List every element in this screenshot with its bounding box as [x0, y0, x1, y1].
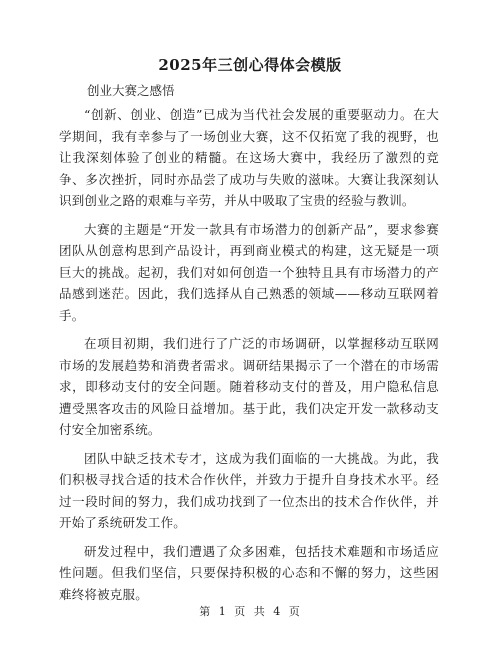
body-paragraph: 大赛的主题是“开发一款具有市场潜力的创新产品”，要求参赛团队从创意构思到产品设计，再到商业模式的构建，这无疑是一项巨大的挑战。起初，我们对如何创造一个独特且具有市场潜力的产品感到迷茫。因此，我们选择从自己熟悉的领域——移动互联网着手。 — [59, 221, 439, 323]
section-subtitle: 创业大赛之感悟 — [87, 83, 175, 98]
page-number-footer: 第 1 页 共 4 页 — [199, 605, 301, 618]
body-paragraph: 团队中缺乏技术专才，这成为我们面临的一大挑战。为此，我们积极寻找合适的技术合作伙伴，并致力于提升自身技术水平。经过一段时间的努力，我们成功找到了一位杰出的技术合作伙伴，并开始了系统研发工作。 — [59, 450, 439, 530]
body-paragraph: 研发过程中，我们遭遇了众多困难，包括技术难题和市场适应性问题。但我们坚信，只要保持积极的心态和不懈的努力，这些困难终将被克服。 — [59, 543, 439, 602]
document-body — [59, 104, 439, 612]
page-title: 2025年三创心得体会模版 — [158, 56, 342, 74]
body-paragraph: “创新、创业、创造”已成为当代社会发展的重要驱动力。在大学期间，我有幸参与了一场创业大赛，这不仅拓宽了我的视野，也让我深刻体验了创业的精髓。在这场大赛中，我经历了激烈的竞争、多次挫折，同时亦品尝了成功与失败的滋味。大赛让我深刻认识到创业之路的艰难与辛劳，并从中吸取了宝贵的经验与教训。 — [59, 107, 439, 208]
body-paragraph: 在项目初期，我们进行了广泛的市场调研，以掌握移动互联网市场的发展趋势和消费者需求。调研结果揭示了一个潜在的市场需求，即移动支付的安全问题。随着移动支付的普及，用户隐私信息遭受黑客攻击的风险日益增加。基于此，我们决定开发一款移动支付安全加密系统。 — [59, 336, 439, 437]
